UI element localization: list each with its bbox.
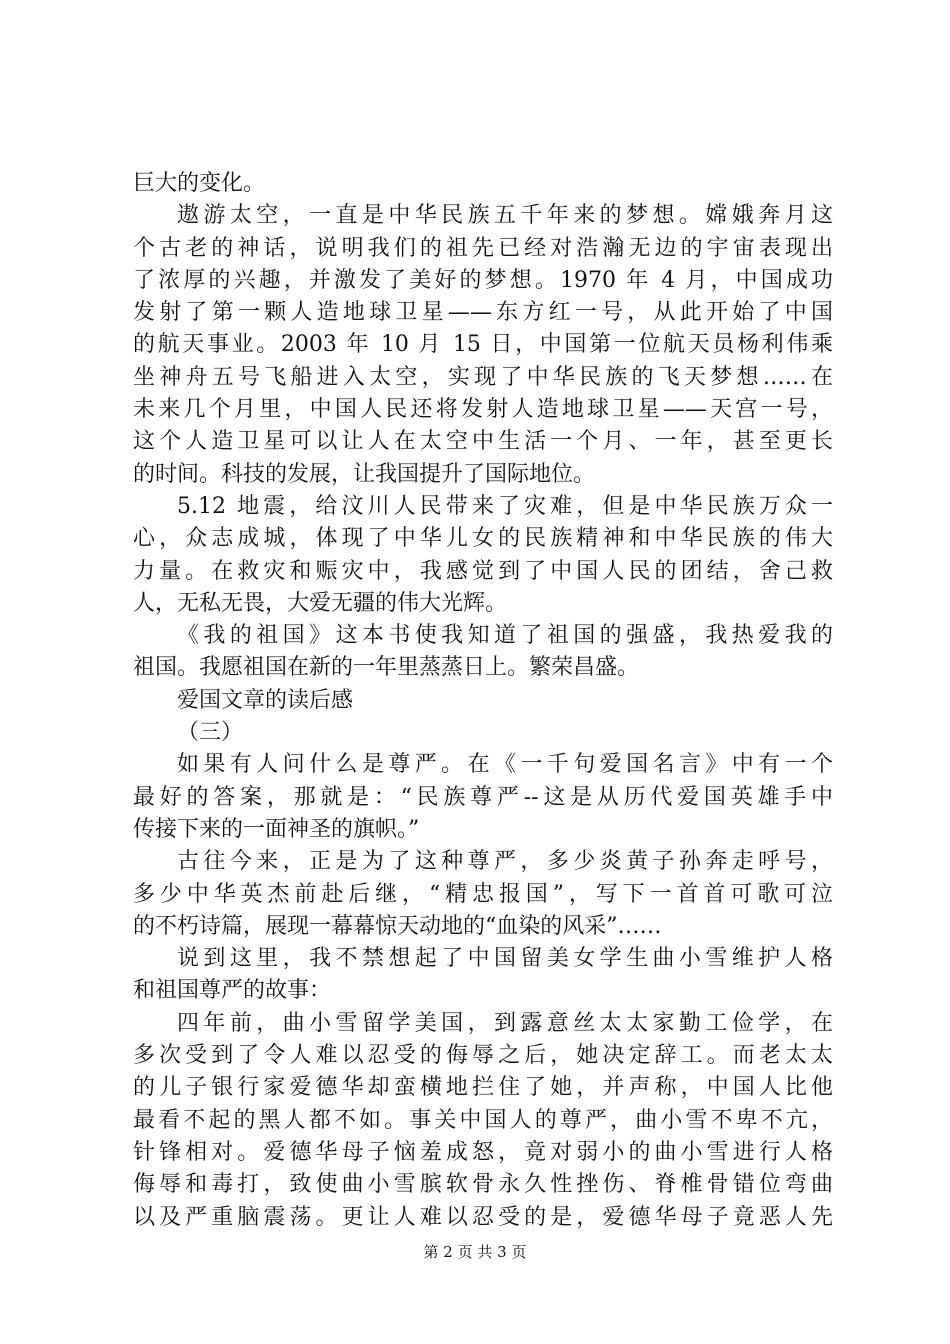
text-line: 的不朽诗篇，展现一幕幕惊天动地的“血染的风采”…… [133,913,662,939]
text-line: 的航天事业。2003 年 10 月 15 日，中国第一位航天员杨利伟乘 [133,332,833,358]
text-line: 古往今来，正是为了这种尊严，多少炎黄子孙奔走呼号， [177,849,833,875]
text-line: （三） [177,720,244,746]
text-line: 多次受到了令人难以忍受的侮辱之后，她决定辞工。而老太太 [133,1043,833,1069]
text-line: 祖国。我愿祖国在新的一年里蒸蒸日上。繁荣昌盛。 [133,655,640,681]
text-line: 如果有人问什么是尊严。在《一千句爱国名言》中有一个 [177,752,833,778]
text-line: 最看不起的黑人都不如。事关中国人的尊严，曲小雪不卑不亢， [133,1107,833,1133]
text-line: 最好的答案，那就是：“民族尊严--这是从历代爱国英雄手中 [133,784,833,810]
text-line: 针锋相对。爱德华母子恼羞成怒，竟对弱小的曲小雪进行人格 [133,1139,833,1165]
text-line: 遨游太空，一直是中华民族五千年来的梦想。嫦娥奔月这 [177,203,833,229]
text-line: 的时间。科技的发展，让我国提升了国际地位。 [133,461,596,487]
text-line: 以及严重脑震荡。更让人难以忍受的是，爱德华母子竟恶人先 [133,1204,833,1230]
text-line: 人，无私无畏，大爱无疆的伟大光辉。 [133,590,508,616]
text-line: 传接下来的一面神圣的旗帜。” [133,816,420,842]
text-line: 和祖国尊严的故事： [133,978,332,1004]
text-line: 了浓厚的兴趣，并激发了美好的梦想。1970 年 4 月，中国成功 [133,267,833,293]
text-line: 5.12 地震，给汶川人民带来了灾难，但是中华民族万众一 [177,493,833,519]
page-footer: 第 2 页 共 3 页 [423,1243,527,1261]
text-line: 说到这里，我不禁想起了中国留美女学生曲小雪维护人格 [177,946,833,972]
text-line: 《我的祖国》这本书使我知道了祖国的强盛，我热爱我的 [177,623,833,649]
text-line: 这个人造卫星可以让人在太空中生活一个月、一年，甚至更长 [133,429,833,455]
text-line: 的儿子银行家爱德华却蛮横地拦住了她，并声称，中国人比他 [133,1075,833,1101]
text-line: 侮辱和毒打，致使曲小雪膑软骨永久性挫伤、脊椎骨错位弯曲 [133,1172,833,1198]
text-line: 力量。在救灾和赈灾中，我感觉到了中国人民的团结，舍己救 [133,558,833,584]
text-line: 未来几个月里，中国人民还将发射人造地球卫星——天宫一号， [133,397,833,423]
document-body [133,168,833,1234]
text-line: 个古老的神话，说明我们的祖先已经对浩瀚无边的宇宙表现出 [133,235,833,261]
text-line: 发射了第一颗人造地球卫星——东方红一号，从此开始了中国 [133,300,833,326]
text-line: 坐神舟五号飞船进入太空，实现了中华民族的飞天梦想……在 [133,364,833,390]
text-line: 四年前，曲小雪留学美国，到露意丝太太家勤工俭学，在 [177,1010,833,1036]
text-line: 爱国文章的读后感 [177,687,354,713]
text-line: 心，众志成城，体现了中华儿女的民族精神和中华民族的伟大 [133,526,833,552]
text-line: 巨大的变化。 [133,171,266,196]
text-line: 多少中华英杰前赴后继，“精忠报国”，写下一首首可歌可泣 [133,881,833,907]
